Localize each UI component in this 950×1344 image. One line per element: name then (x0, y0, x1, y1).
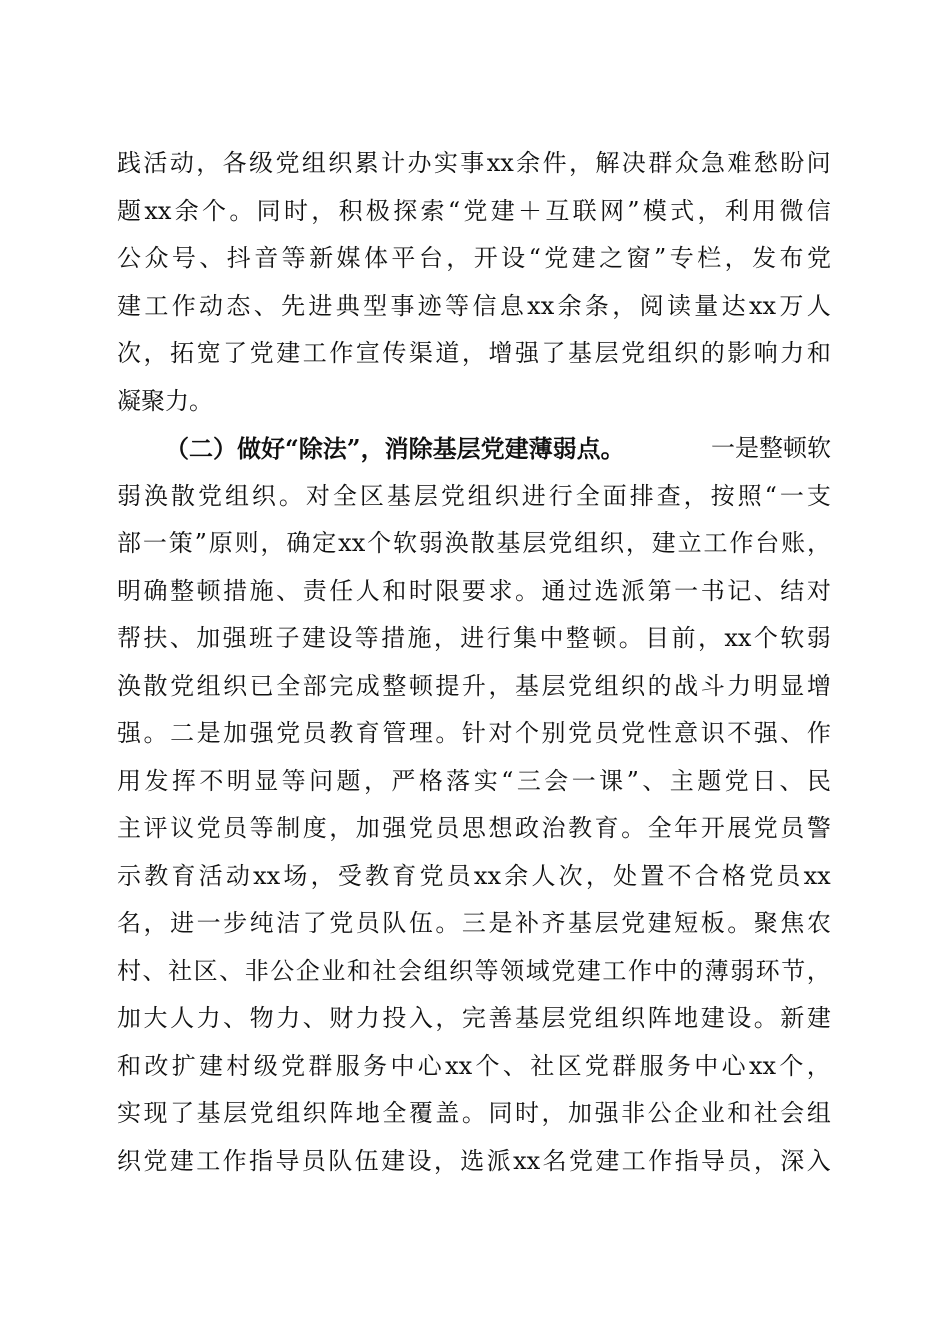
paragraph-2-first-line-rest: 一是整顿软 (711, 434, 831, 462)
p2-text-line: 主 评 议 党 员 等 制 度 ， 加 强 党 员 思 想 政 治 教 育 。 全 年 开 展 党 员 警 (117, 814, 831, 842)
p1-text-line: 次 ， 拓 宽 了 党 建 工 作 宣 传 渠 道 ， 增 强 了 基 层 党 组 织 的 影 响 力 和 (117, 339, 831, 367)
p2-text-line: 帮 扶 、 加 强 班 子 建 设 等 措 施 ， 进 行 集 中 整 顿 。 目 前 ， xx 个 软 弱 (117, 624, 831, 652)
p1-text-line: 践 活 动 ， 各 级 党 组 织 累 计 办 实 事 xx 余 件 ， 解 决 群 众 急 难 愁 盼 问 (117, 149, 831, 177)
p1-text-line: 公 众 号 、 抖 音 等 新 媒 体 平 台 ， 开 设 “ 党 建 之 窗 ” 专 栏 ， 发 布 党 (117, 244, 831, 272)
p1-text-line: 题 xx 余 个 。 同 时 ， 积 极 探 索 “ 党 建 ＋ 互 联 网 ” 模 式 ， 利 用 微 信 (117, 196, 831, 225)
p2-text-line: 强 。 二 是 加 强 党 员 教 育 管 理 。 针 对 个 别 党 员 党 性 意 识 不 强 、 作 (117, 719, 831, 747)
paragraph-1 (117, 140, 831, 425)
p2-text-line: 村 、 社 区 、 非 公 企 业 和 社 会 组 织 等 领 域 党 建 工 作 中 的 薄 弱 环 节 ， (117, 956, 831, 985)
document-body (117, 140, 831, 1185)
paragraph-2 (117, 473, 831, 1186)
p2-text-line: 和 改 扩 建 村 级 党 群 服 务 中 心 xx 个 、 社 区 党 群 服 务 中 心 xx 个 ， (117, 1051, 831, 1080)
p2-text-line: 示 教 育 活 动 xx 场 ， 受 教 育 党 员 xx 余 人 次 ， 处 置 不 合 格 党 员 xx (117, 861, 831, 890)
p2-text-line: 弱 涣 散 党 组 织 。 对 全 区 基 层 党 组 织 进 行 全 面 排 查 ， 按 照 “ 一 支 (117, 481, 831, 510)
p2-text-line: 涣 散 党 组 织 已 全 部 完 成 整 顿 提 升 ， 基 层 党 组 织 的 战 斗 力 明 显 增 (117, 671, 831, 700)
p2-text-line: 实 现 了 基 层 党 组 织 阵 地 全 覆 盖 。 同 时 ， 加 强 非 公 企 业 和 社 会 组 (117, 1099, 831, 1127)
p2-text-line: 部 一 策 ” 原 则 ， 确 定 xx 个 软 弱 涣 散 基 层 党 组 织 ， 建 立 工 作 台 账 ， (117, 529, 831, 557)
paragraph-2-first-line (117, 425, 831, 473)
p2-text-line: 用 发 挥 不 明 显 等 问 题 ， 严 格 落 实 “ 三 会 一 课 ” 、 主 题 党 日 、 民 (117, 766, 831, 795)
section-heading: （二）做好“除法”，消除基层党建薄弱点。 (165, 434, 625, 463)
p1-text-line: 建 工 作 动 态 、 先 进 典 型 事 迹 等 信 息 xx 余 条 ， 阅 读 量 达 xx 万 人 (117, 291, 831, 320)
p2-text-line: 织 党 建 工 作 指 导 员 队 伍 建 设 ， 选 派 xx 名 党 建 工 作 指 导 员 ， 深 入 (117, 1146, 831, 1175)
p2-text-line: 明 确 整 顿 措 施 、 责 任 人 和 时 限 要 求 。 通 过 选 派 第 一 书 记 、 结 对 (117, 576, 831, 605)
p2-text-line: 加 大 人 力 、 物 力 、 财 力 投 入 ， 完 善 基 层 党 组 织 阵 地 建 设 。 新 建 (117, 1004, 831, 1032)
p1-text-line: 凝聚力。 (117, 386, 213, 415)
p2-text-line: 名 ， 进 一 步 纯 洁 了 党 员 队 伍 。 三 是 补 齐 基 层 党 建 短 板 。 聚 焦 农 (117, 909, 831, 937)
